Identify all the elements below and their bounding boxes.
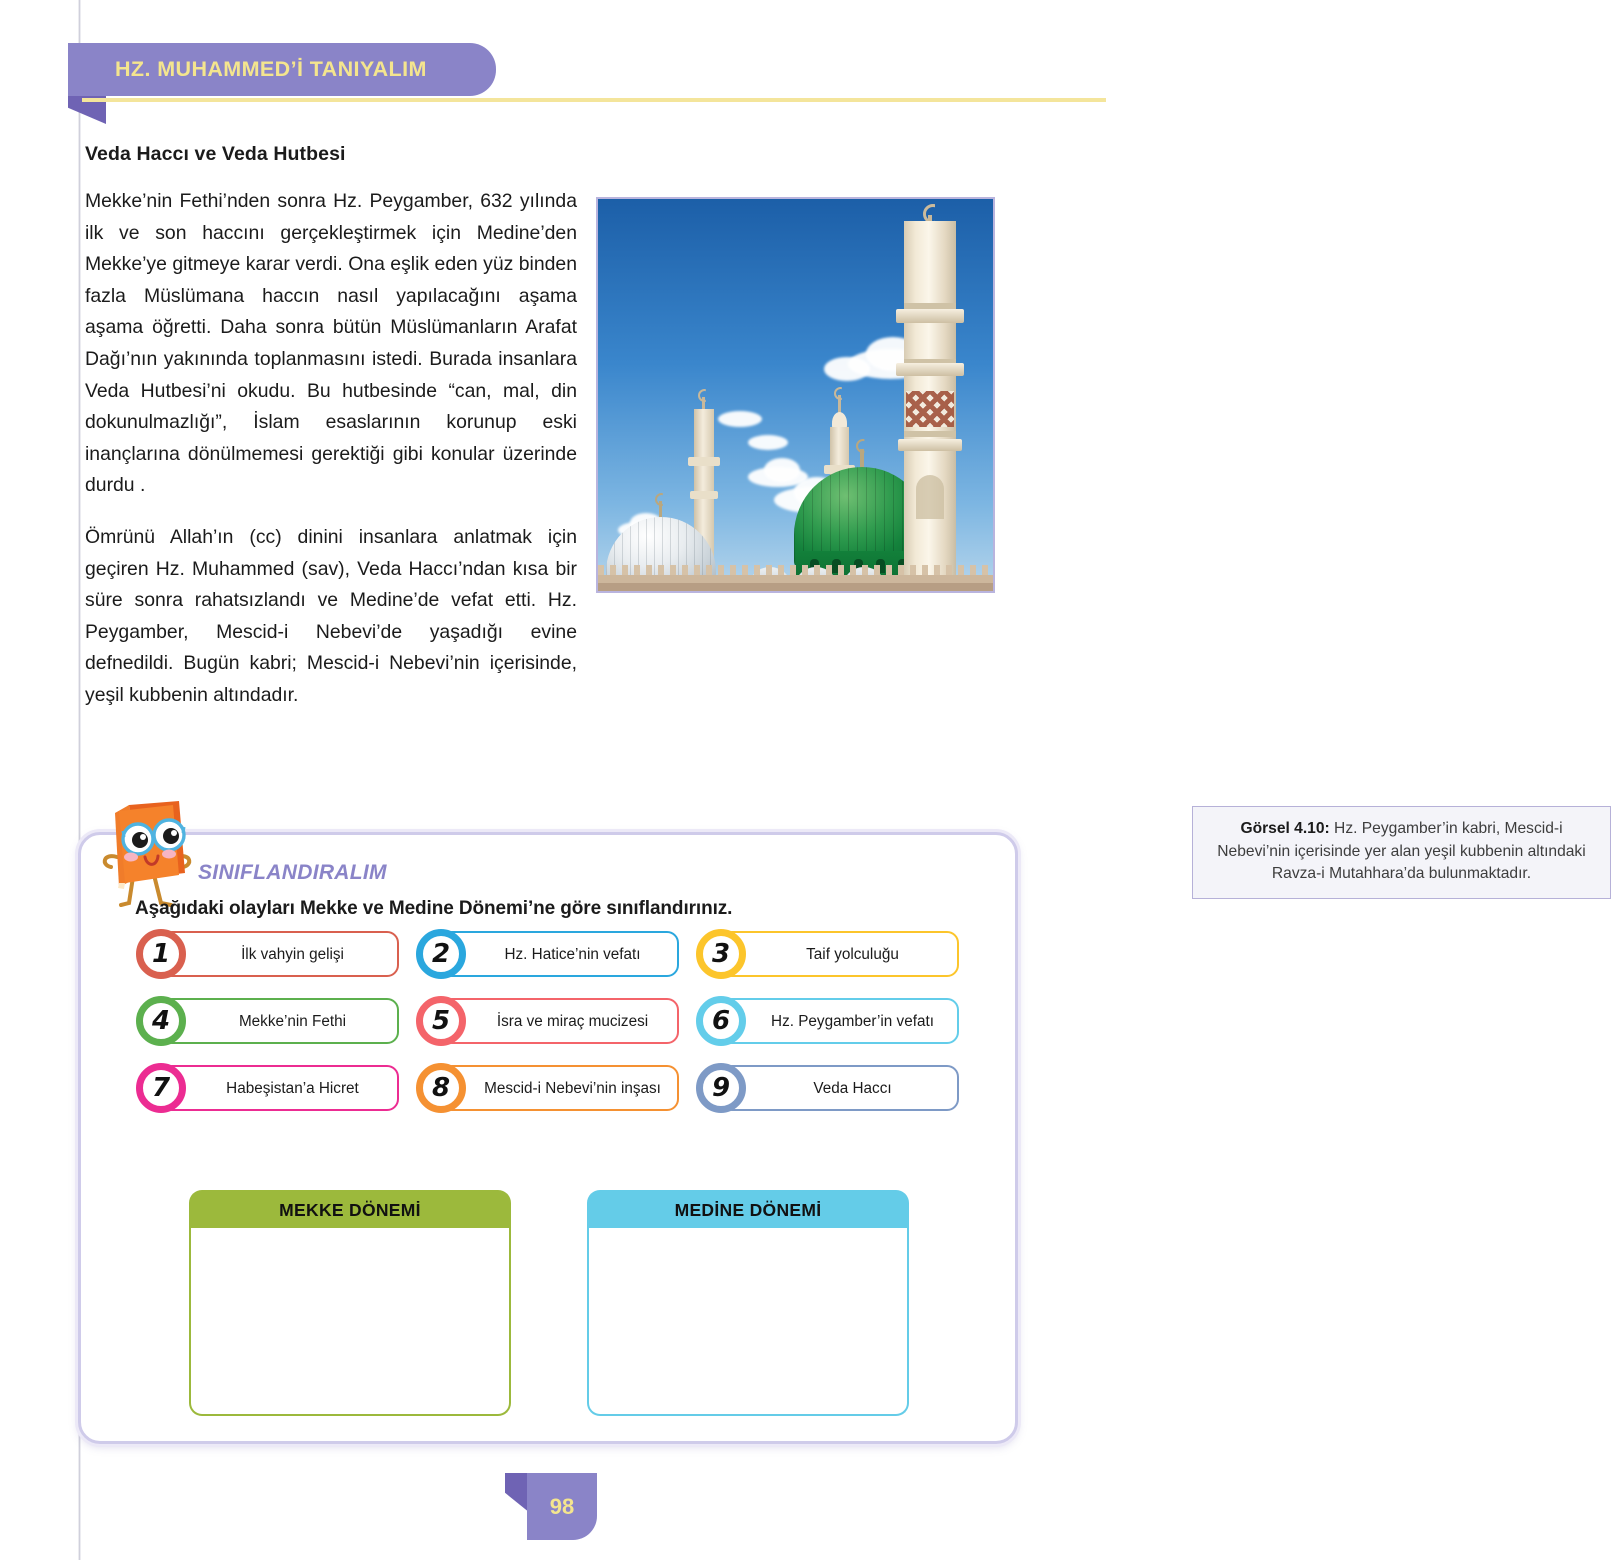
answer-box-title: MEDİNE DÖNEMİ (587, 1190, 909, 1230)
event-pill-box[interactable] (440, 998, 679, 1044)
event-pill[interactable] (416, 929, 679, 979)
answer-box-medine (587, 1190, 909, 1416)
event-pill-number: 7 (136, 1063, 186, 1113)
activity-panel (78, 832, 1018, 1444)
minaret-gallery (896, 309, 964, 323)
event-pill[interactable] (696, 996, 959, 1046)
article-paragraph-2: Ömrünü Allah’ın (cc) dinini insanlara anlatmak için geçiren Hz. Muhammed (sav), Veda Haccı’ndan kısa bir süre sonra rahatsızlandı ve Medine’de vefat etti. Hz. Peygamber, Mescid-i Nebevi’de yaşadığı evine defnedildi. Bugün kabri; Mescid-i Nebevi’nin içerisinde, yeşil kubbenin altındadır. (85, 525, 577, 706)
figure-block (596, 197, 1586, 883)
event-pill-label: Mekke’nin Fethi (238, 1012, 347, 1030)
event-pill-row (136, 996, 960, 1046)
event-pill-label: Hz. Hatice’nin vefatı (504, 945, 641, 963)
event-pill-number: 5 (416, 996, 466, 1046)
activity-prompt: Aşağıdaki olayları Mekke ve Medine Dönemi’ne göre sınıflandırınız. (135, 898, 733, 919)
event-pill-grid (136, 929, 960, 1130)
event-pill-box[interactable] (440, 1065, 679, 1111)
cloud-icon (748, 435, 788, 450)
event-pill-number: 8 (416, 1063, 466, 1113)
answer-box-title: MEKKE DÖNEMİ (189, 1190, 511, 1230)
answer-box-mekke (189, 1190, 511, 1416)
wall-base (598, 583, 993, 591)
article-text-column (85, 143, 577, 712)
event-pill-label: İsra ve miraç mucizesi (496, 1012, 649, 1030)
cloud-icon (764, 458, 800, 482)
event-pill[interactable] (136, 996, 399, 1046)
event-pill[interactable] (136, 929, 399, 979)
cloud-icon (718, 411, 762, 427)
event-pill-box[interactable] (160, 931, 399, 977)
page-number-block (505, 1473, 625, 1545)
event-pill-box[interactable] (720, 998, 959, 1044)
event-pill[interactable] (696, 929, 959, 979)
event-pill[interactable] (416, 996, 679, 1046)
answer-box-input[interactable] (587, 1228, 909, 1416)
answer-box-input[interactable] (189, 1228, 511, 1416)
figure-caption-label: Görsel 4.10: (1240, 820, 1330, 837)
event-pill-number: 3 (696, 929, 746, 979)
minaret-band (904, 431, 956, 437)
minaret-gallery (690, 491, 718, 499)
mosque-photo (596, 197, 995, 593)
event-pill-label: İlk vahyin gelişi (241, 945, 344, 963)
cloud-icon (824, 357, 870, 381)
event-pill-label: Taif yolculuğu (806, 945, 899, 963)
figure-caption (1192, 806, 1611, 899)
event-pill-box[interactable] (160, 998, 399, 1044)
minaret-gallery (898, 439, 962, 451)
minaret-gallery (896, 363, 964, 376)
event-pill-label: Veda Haccı (813, 1079, 892, 1097)
unit-title-text: HZ. MUHAMMED’İ TANIYALIM (115, 57, 427, 81)
event-pill-number: 4 (136, 996, 186, 1046)
event-pill[interactable] (696, 1063, 959, 1113)
event-pill-label: Mescid-i Nebevi’nin inşası (484, 1079, 661, 1097)
event-pill-number: 1 (136, 929, 186, 979)
page-number: 98 (527, 1473, 597, 1540)
minaret-gallery (688, 457, 720, 466)
event-pill-number: 6 (696, 996, 746, 1046)
event-pill-box[interactable] (720, 931, 959, 977)
event-pill-number: 9 (696, 1063, 746, 1113)
answer-boxes (189, 1190, 909, 1416)
event-pill-number: 2 (416, 929, 466, 979)
event-pill[interactable] (416, 1063, 679, 1113)
book-mascot-icon (93, 799, 211, 911)
event-pill-row (136, 1063, 960, 1113)
activity-panel-inner (81, 835, 1015, 1441)
event-pill-box[interactable] (440, 931, 679, 977)
event-pill[interactable] (136, 1063, 399, 1113)
minaret-pattern-band (906, 391, 954, 427)
minaret-arch (916, 475, 944, 519)
event-pill-box[interactable] (720, 1065, 959, 1111)
figure-caption-text: Hz. Peygamber’in kabri, Mescid-i Nebevi’nin içerisinde yer alan yeşil kubbenin altındaki Ravza-i Mutahhara’da bulunmaktadır. (1217, 820, 1586, 883)
event-pill-label: Habeşistan’a Hicret (226, 1079, 359, 1097)
event-pill-box[interactable] (160, 1065, 399, 1111)
section-heading: Veda Haccı ve Veda Hutbesi (85, 143, 346, 165)
event-pill-row (136, 929, 960, 979)
article-paragraph-1: Mekke’nin Fethi’nden sonra Hz. Peygamber, 632 yılında ilk ve son haccını gerçekleştirmek için Medine’den Mekke’ye gitmeye karar verdi. Ona eşlik eden yüz binden fazla Müslümana haccın nasıl yapılacağını aşama aşama öğretti. Daha sonra bütün Müslümanların Arafat Dağı’nın yakınında toplanmasını istedi. Burada insanlara Veda Hutbesi’ni okudu. Bu hutbesinde “can, mal, din dokunulmazlığı”, İslam esaslarının korunup eski inançlarına dönülmemesi gerektiği gibi konular üzerinde durdu . (85, 190, 577, 497)
activity-kicker: SINIFLANDIRALIM (198, 861, 387, 884)
event-pill-label: Hz. Peygamber’in vefatı (771, 1012, 934, 1030)
